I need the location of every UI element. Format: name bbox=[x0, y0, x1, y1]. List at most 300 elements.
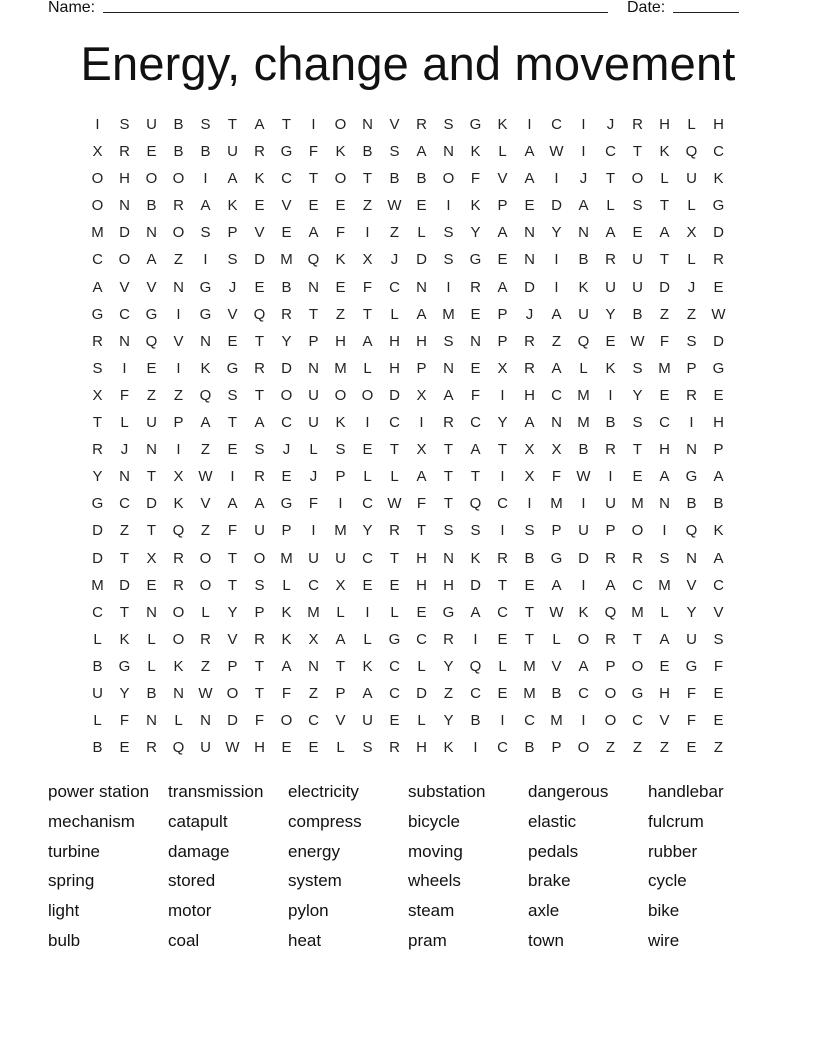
grid-letter: K bbox=[335, 251, 346, 269]
grid-letter: O bbox=[442, 170, 455, 188]
grid-letter: M bbox=[658, 359, 671, 377]
grid-letter: V bbox=[551, 657, 562, 675]
grid-letter: U bbox=[308, 414, 319, 432]
grid-letter: E bbox=[713, 712, 724, 730]
grid-letter: A bbox=[551, 359, 562, 377]
grid-letter: E bbox=[416, 603, 427, 621]
grid-letter: T bbox=[605, 170, 616, 188]
grid-letter: C bbox=[389, 278, 400, 296]
grid-letter: Z bbox=[173, 386, 184, 404]
grid-letter: G bbox=[685, 468, 698, 486]
grid-letter: X bbox=[308, 630, 319, 648]
grid-letter: B bbox=[389, 170, 400, 188]
grid-letter: I bbox=[554, 278, 559, 296]
grid-letter: F bbox=[227, 522, 238, 540]
grid-letter: B bbox=[470, 712, 481, 730]
grid-letter: Z bbox=[200, 657, 211, 675]
grid-letter: R bbox=[92, 441, 103, 459]
word-list-item: coal bbox=[168, 930, 200, 950]
grid-letter: X bbox=[551, 441, 562, 459]
grid-letter: L bbox=[390, 603, 399, 621]
grid-letter: A bbox=[497, 224, 508, 242]
grid-letter: N bbox=[551, 414, 562, 432]
grid-letter: Y bbox=[632, 386, 643, 404]
grid-letter: K bbox=[335, 414, 346, 432]
grid-letter: A bbox=[92, 278, 103, 296]
header bbox=[48, 0, 748, 19]
grid-letter: C bbox=[605, 143, 616, 161]
grid-letter: A bbox=[578, 657, 589, 675]
grid-letter: E bbox=[281, 739, 292, 757]
grid-letter: L bbox=[417, 657, 426, 675]
grid-letter: P bbox=[497, 305, 508, 323]
grid-letter: T bbox=[632, 143, 643, 161]
grid-letter: F bbox=[335, 224, 346, 242]
grid-letter: K bbox=[578, 278, 589, 296]
word-list-item: wire bbox=[648, 930, 680, 950]
grid-letter: U bbox=[335, 549, 346, 567]
grid-letter: G bbox=[550, 549, 563, 567]
grid-letter: T bbox=[227, 549, 238, 567]
grid-letter: R bbox=[416, 116, 427, 133]
grid-letter: P bbox=[551, 739, 562, 757]
word-list-item: bulb bbox=[48, 930, 81, 950]
grid-letter: H bbox=[416, 332, 427, 350]
grid-letter: F bbox=[119, 386, 130, 404]
grid-letter: K bbox=[713, 170, 724, 188]
grid-letter: G bbox=[469, 251, 482, 269]
grid-letter: L bbox=[660, 603, 669, 621]
grid-letter: E bbox=[524, 197, 535, 215]
grid-letter: S bbox=[443, 224, 454, 242]
date-label: Date: bbox=[627, 0, 666, 16]
word-list-item: energy bbox=[288, 841, 340, 861]
grid-letter: Y bbox=[605, 305, 616, 323]
grid-letter: K bbox=[605, 359, 616, 377]
grid-letter: R bbox=[281, 305, 292, 323]
grid-letter: P bbox=[281, 522, 292, 540]
grid-letter: A bbox=[497, 278, 508, 296]
grid-letter: Z bbox=[200, 441, 211, 459]
grid-letter: D bbox=[281, 359, 292, 377]
grid-letter: U bbox=[632, 278, 643, 296]
grid-letter: E bbox=[362, 576, 373, 594]
grid-letter: K bbox=[281, 630, 292, 648]
grid-letter: B bbox=[686, 495, 697, 513]
grid-letter: B bbox=[362, 143, 373, 161]
grid-letter: D bbox=[146, 495, 157, 513]
grid-letter: O bbox=[172, 630, 185, 648]
grid-letter: R bbox=[443, 630, 454, 648]
grid-letter: D bbox=[416, 251, 427, 269]
grid-letter: Z bbox=[551, 332, 562, 350]
grid-letter: X bbox=[416, 441, 427, 459]
grid-letter: M bbox=[631, 495, 644, 513]
grid-letter: S bbox=[443, 116, 454, 133]
grid-letter: S bbox=[470, 522, 481, 540]
word-list-item: wheels bbox=[408, 871, 461, 891]
grid-letter: T bbox=[389, 441, 400, 459]
grid-letter: O bbox=[172, 603, 185, 621]
grid-letter: F bbox=[119, 712, 130, 730]
grid-letter: Y bbox=[443, 712, 454, 730]
grid-letter: I bbox=[689, 414, 694, 432]
name-label: Name: bbox=[48, 0, 96, 16]
grid-letter: R bbox=[200, 630, 211, 648]
grid-letter: R bbox=[470, 278, 481, 296]
grid-letter: I bbox=[500, 522, 505, 540]
grid-letter: G bbox=[685, 657, 698, 675]
grid-letter: R bbox=[632, 549, 643, 567]
grid-letter: T bbox=[227, 116, 238, 133]
grid-letter: C bbox=[308, 576, 319, 594]
grid-letter: B bbox=[146, 197, 157, 215]
grid-letter: A bbox=[713, 549, 724, 567]
word-list-item: spring bbox=[48, 871, 95, 891]
grid-letter: M bbox=[550, 712, 563, 730]
grid-letter: F bbox=[659, 332, 670, 350]
grid-letter: P bbox=[605, 522, 616, 540]
grid-letter: D bbox=[713, 224, 724, 242]
grid-letter: E bbox=[281, 224, 292, 242]
grid-letter: J bbox=[687, 278, 696, 296]
grid-letter: A bbox=[254, 116, 265, 133]
word-list-item: system bbox=[288, 871, 342, 891]
grid-letter: G bbox=[280, 495, 293, 513]
grid-letter: C bbox=[416, 630, 427, 648]
grid-letter: P bbox=[227, 657, 238, 675]
grid-letter: T bbox=[497, 576, 508, 594]
word-list-item: handlebar bbox=[648, 782, 724, 801]
grid-letter: Z bbox=[362, 197, 373, 215]
grid-letter: E bbox=[416, 197, 427, 215]
grid-letter: B bbox=[416, 170, 427, 188]
grid-letter: C bbox=[119, 305, 130, 323]
grid-letter: S bbox=[389, 143, 400, 161]
grid-letter: L bbox=[336, 603, 345, 621]
grid-letter: F bbox=[281, 684, 292, 702]
grid-letter: O bbox=[604, 684, 617, 702]
grid-letter: D bbox=[713, 332, 724, 350]
grid-letter: A bbox=[659, 224, 670, 242]
grid-letter: L bbox=[606, 197, 615, 215]
grid-letter: A bbox=[335, 630, 346, 648]
grid-letter: G bbox=[91, 305, 104, 323]
grid-letter: D bbox=[119, 224, 130, 242]
grid-letter: Z bbox=[632, 739, 643, 757]
grid-letter: N bbox=[173, 684, 184, 702]
word-list-item: compress bbox=[288, 811, 362, 831]
grid-letter: L bbox=[687, 251, 696, 269]
grid-letter: I bbox=[500, 468, 505, 486]
grid-letter: R bbox=[497, 549, 508, 567]
grid-letter: L bbox=[93, 712, 102, 730]
grid-letter: O bbox=[577, 630, 590, 648]
grid-letter: G bbox=[469, 116, 482, 133]
grid-letter: N bbox=[308, 657, 319, 675]
grid-letter: Q bbox=[172, 522, 185, 540]
grid-letter: O bbox=[334, 386, 347, 404]
grid-letter: L bbox=[282, 576, 291, 594]
grid-letter: Y bbox=[119, 684, 130, 702]
grid-letter: K bbox=[173, 495, 184, 513]
grid-letter: S bbox=[254, 441, 265, 459]
grid-letter: I bbox=[176, 441, 181, 459]
grid-letter: D bbox=[119, 576, 130, 594]
grid-letter: S bbox=[443, 251, 454, 269]
grid-letter: M bbox=[550, 495, 563, 513]
grid-letter: V bbox=[254, 224, 265, 242]
word-list-item: damage bbox=[168, 841, 230, 861]
grid-letter: A bbox=[470, 603, 481, 621]
grid-letter: H bbox=[524, 386, 535, 404]
grid-letter: I bbox=[581, 116, 586, 133]
grid-letter: R bbox=[524, 359, 535, 377]
word-list bbox=[48, 777, 788, 956]
grid-letter: M bbox=[307, 603, 320, 621]
grid-letter: W bbox=[630, 332, 645, 350]
grid-letter: L bbox=[498, 657, 507, 675]
grid-letter: J bbox=[228, 278, 237, 296]
grid-letter: L bbox=[660, 170, 669, 188]
grid-letter: T bbox=[254, 386, 265, 404]
grid-letter: C bbox=[578, 684, 589, 702]
grid-letter: G bbox=[145, 305, 158, 323]
grid-letter: E bbox=[632, 468, 643, 486]
grid-letter: I bbox=[554, 170, 559, 188]
word-list-item: moving bbox=[408, 841, 463, 861]
grid-letter: I bbox=[176, 305, 181, 323]
grid-letter: E bbox=[686, 739, 697, 757]
grid-letter: U bbox=[200, 739, 211, 757]
grid-letter: I bbox=[446, 197, 451, 215]
grid-letter: S bbox=[524, 522, 535, 540]
grid-letter: W bbox=[549, 143, 564, 161]
grid-letter: T bbox=[524, 630, 535, 648]
grid-letter: H bbox=[443, 576, 454, 594]
grid-letter: R bbox=[254, 359, 265, 377]
grid-letter: L bbox=[201, 603, 210, 621]
grid-letter: F bbox=[686, 712, 697, 730]
grid-letter: E bbox=[146, 143, 157, 161]
grid-letter: O bbox=[280, 386, 293, 404]
grid-letter: D bbox=[524, 278, 535, 296]
grid-letter: A bbox=[254, 495, 265, 513]
grid-letter: C bbox=[713, 576, 724, 594]
grid-letter: P bbox=[497, 197, 508, 215]
grid-letter: C bbox=[632, 712, 643, 730]
grid-letter: I bbox=[311, 522, 316, 540]
grid-letter: R bbox=[254, 468, 265, 486]
grid-letter: D bbox=[470, 576, 481, 594]
grid-letter: C bbox=[497, 739, 508, 757]
grid-letter: G bbox=[388, 630, 401, 648]
grid-letter: I bbox=[662, 522, 667, 540]
grid-letter: A bbox=[605, 576, 616, 594]
grid-letter: I bbox=[581, 576, 586, 594]
grid-letter: S bbox=[632, 359, 643, 377]
word-list-item: heat bbox=[288, 930, 322, 950]
grid-letter: F bbox=[308, 143, 319, 161]
grid-letter: T bbox=[254, 684, 265, 702]
grid-letter: I bbox=[608, 386, 613, 404]
grid-letter: V bbox=[200, 495, 211, 513]
grid-letter: K bbox=[659, 143, 670, 161]
grid-letter: T bbox=[227, 576, 238, 594]
grid-letter: T bbox=[281, 116, 292, 133]
grid-letter: T bbox=[470, 468, 481, 486]
grid-letter: L bbox=[579, 359, 588, 377]
grid-letter: N bbox=[470, 332, 481, 350]
grid-letter: W bbox=[225, 739, 240, 757]
grid-letter: O bbox=[145, 170, 158, 188]
grid-letter: O bbox=[334, 116, 347, 133]
grid-letter: F bbox=[254, 712, 265, 730]
grid-letter: K bbox=[254, 170, 265, 188]
grid-letter: T bbox=[335, 657, 346, 675]
grid-letter: H bbox=[713, 414, 724, 432]
name-blank-line bbox=[103, 12, 608, 13]
grid-letter: M bbox=[658, 576, 671, 594]
grid-letter: I bbox=[581, 712, 586, 730]
grid-letter: W bbox=[711, 305, 726, 323]
grid-letter: N bbox=[146, 603, 157, 621]
grid-letter: T bbox=[659, 197, 670, 215]
grid-letter: K bbox=[443, 739, 454, 757]
grid-letter: U bbox=[146, 116, 157, 133]
grid-letter: K bbox=[497, 116, 508, 133]
grid-letter: T bbox=[119, 549, 130, 567]
grid-letter: E bbox=[632, 224, 643, 242]
grid-letter: O bbox=[118, 251, 131, 269]
grid-letter: M bbox=[91, 576, 104, 594]
grid-letter: R bbox=[146, 739, 157, 757]
grid-letter: U bbox=[605, 278, 616, 296]
grid-letter: C bbox=[281, 414, 292, 432]
grid-letter: M bbox=[334, 359, 347, 377]
grid-letter: G bbox=[118, 657, 131, 675]
word-list-item: rubber bbox=[648, 841, 698, 861]
grid-letter: I bbox=[122, 359, 127, 377]
grid-letter: T bbox=[254, 332, 265, 350]
grid-letter: D bbox=[227, 712, 238, 730]
grid-letter: I bbox=[365, 224, 370, 242]
grid-letter: T bbox=[146, 468, 157, 486]
grid-letter: V bbox=[686, 576, 697, 594]
grid-letter: T bbox=[254, 657, 265, 675]
grid-letter: P bbox=[308, 332, 319, 350]
grid-letter: H bbox=[254, 739, 265, 757]
grid-letter: E bbox=[659, 657, 670, 675]
grid-letter: J bbox=[120, 441, 129, 459]
grid-letter: S bbox=[686, 332, 697, 350]
grid-letter: Y bbox=[686, 603, 697, 621]
grid-letter: E bbox=[227, 332, 238, 350]
grid-letter: I bbox=[554, 251, 559, 269]
grid-letter: T bbox=[659, 251, 670, 269]
grid-letter: T bbox=[443, 441, 454, 459]
grid-letter: I bbox=[527, 495, 532, 513]
grid-letter: L bbox=[336, 739, 345, 757]
grid-letter: N bbox=[443, 359, 454, 377]
grid-letter: V bbox=[389, 116, 400, 133]
word-list-item: electricity bbox=[288, 782, 359, 801]
grid-letter: B bbox=[92, 657, 103, 675]
grid-letter: I bbox=[446, 278, 451, 296]
grid-letter: W bbox=[387, 495, 402, 513]
word-list-item: pedals bbox=[528, 841, 579, 861]
grid-letter: D bbox=[92, 522, 103, 540]
grid-letter: C bbox=[281, 170, 292, 188]
grid-letter: O bbox=[334, 170, 347, 188]
grid-letter: W bbox=[198, 684, 213, 702]
grid-letter: N bbox=[119, 468, 130, 486]
grid-letter: N bbox=[119, 197, 130, 215]
grid-letter: Y bbox=[281, 332, 292, 350]
grid-letter: K bbox=[119, 630, 130, 648]
grid-letter: Z bbox=[389, 224, 400, 242]
word-list-item: bicycle bbox=[408, 811, 460, 831]
grid-letter: O bbox=[631, 170, 644, 188]
word-list-item: pram bbox=[408, 930, 447, 950]
grid-letter: U bbox=[308, 549, 319, 567]
grid-letter: U bbox=[146, 414, 157, 432]
grid-letter: C bbox=[389, 414, 400, 432]
grid-letter: N bbox=[146, 224, 157, 242]
grid-letter: J bbox=[606, 116, 615, 133]
grid-letter: E bbox=[227, 441, 238, 459]
grid-letter: L bbox=[174, 712, 183, 730]
grid-letter: T bbox=[497, 441, 508, 459]
grid-letter: V bbox=[227, 630, 238, 648]
grid-letter: S bbox=[362, 739, 373, 757]
grid-letter: S bbox=[254, 576, 265, 594]
grid-letter: A bbox=[200, 197, 211, 215]
grid-letter: G bbox=[631, 684, 644, 702]
grid-letter: A bbox=[416, 305, 427, 323]
grid-letter: N bbox=[659, 495, 670, 513]
grid-letter: R bbox=[632, 116, 643, 133]
grid-letter: I bbox=[365, 414, 370, 432]
grid-letter: I bbox=[338, 495, 343, 513]
grid-letter: C bbox=[470, 414, 481, 432]
grid-letter: R bbox=[605, 549, 616, 567]
grid-letter: N bbox=[146, 712, 157, 730]
grid-letter: Q bbox=[685, 143, 698, 161]
word-list-item: bike bbox=[648, 901, 680, 921]
grid-letter: N bbox=[416, 278, 427, 296]
grid-letter: B bbox=[92, 739, 103, 757]
grid-letter: H bbox=[389, 359, 400, 377]
grid-letter: T bbox=[416, 522, 427, 540]
grid-letter: T bbox=[362, 170, 373, 188]
grid-letter: R bbox=[254, 630, 265, 648]
grid-letter: F bbox=[308, 495, 319, 513]
grid-letter: C bbox=[632, 576, 643, 594]
grid-letter: L bbox=[687, 116, 696, 133]
word-list-item: pylon bbox=[288, 901, 329, 921]
grid-letter: X bbox=[497, 359, 508, 377]
grid-letter: Z bbox=[605, 739, 616, 757]
grid-letter: I bbox=[581, 495, 586, 513]
grid-letter: C bbox=[551, 386, 562, 404]
grid-letter: V bbox=[497, 170, 508, 188]
grid-letter: M bbox=[280, 549, 293, 567]
grid-letter: I bbox=[581, 143, 586, 161]
word-list-item: elastic bbox=[528, 811, 577, 831]
grid-letter: M bbox=[91, 224, 104, 242]
grid-letter: R bbox=[443, 414, 454, 432]
